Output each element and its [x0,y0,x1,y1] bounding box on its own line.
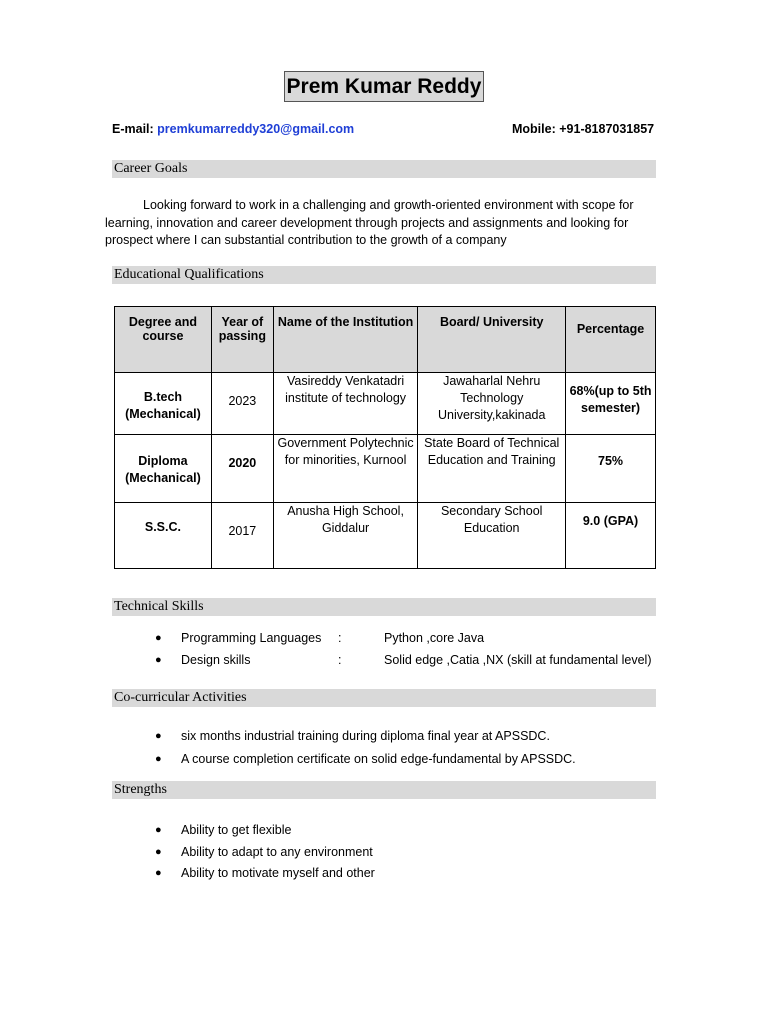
mobile-line [512,122,654,136]
skill-name: Programming Languages [181,631,322,645]
board-cell: Secondary School Education [418,503,566,569]
career-goals-text: Looking forward to work in a challenging and growth-oriented environment with scope for learning, innovation and career development through projects and assignments and looking for prospect where I can substantial contribution to the growth of a company [105,198,634,247]
list-item [155,650,652,672]
bullet-icon: ● [155,653,162,666]
technical-skills-list [155,628,652,671]
percentage-cell: 75% [566,435,656,503]
skill-value: Python ,core Java [384,631,485,645]
strengths-list [155,820,375,885]
education-title: Educational Qualifications [114,267,264,282]
list-item-text: six months industrial training during diploma final year at APSSDC. [181,729,550,743]
institution-cell: Vasireddy Venkatadri institute of technology [273,373,418,435]
list-item [155,863,375,885]
list-item-text: A course completion certificate on solid edge-fundamental by APSSDC. [181,752,576,766]
table-row [115,373,656,435]
bullet-icon: ● [155,753,162,765]
bullet-icon: ● [155,730,162,742]
list-item [155,628,652,650]
board-cell: Jawaharlal Nehru Technology University,kakinada [418,373,566,435]
career-goals-title: Career Goals [114,161,188,176]
skill-value: Solid edge ,Catia ,NX (skill at fundamental level) [384,652,652,667]
education-table [114,306,656,569]
percentage-cell: 9.0 (GPA) [566,503,656,569]
technical-skills-title: Technical Skills [114,599,204,614]
bullet-icon: ● [155,867,162,879]
list-item-text: Ability to get flexible [181,823,292,837]
co-curricular-list [155,725,576,771]
list-item [155,820,375,842]
table-header: Year of passing [211,307,273,373]
institution-cell: Anusha High School, Giddalur [273,503,418,569]
list-item [155,842,375,864]
strengths-bar [112,781,656,799]
table-header: Board/ University [418,307,566,373]
email-link[interactable]: premkumarreddy320@gmail.com [157,122,355,136]
year-cell: 2017 [211,503,273,569]
email-label: E-mail: [112,122,154,136]
table-header-row [115,307,656,373]
table-header: Degree and course [115,307,212,373]
table-row [115,503,656,569]
mobile-label: Mobile: [512,122,556,136]
career-goals-bar [112,160,656,178]
skill-separator: : [338,631,342,645]
email-line [112,122,354,136]
resume-name: Prem Kumar Reddy [284,71,484,102]
list-item [155,725,576,748]
bullet-icon: ● [155,845,162,858]
percentage-cell: 68%(up to 5th semester) [566,373,656,435]
degree-cell: Diploma (Mechanical) [115,435,212,503]
bullet-icon: ● [155,824,162,836]
list-item [155,748,576,771]
year-cell: 2020 [211,435,273,503]
year-cell: 2023 [211,373,273,435]
skill-name: Design skills [181,652,251,667]
strengths-title: Strengths [114,782,167,797]
table-row [115,435,656,503]
board-cell: State Board of Technical Education and Training [418,435,566,503]
degree-cell: S.S.C. [115,503,212,569]
institution-cell: Government Polytechnic for minorities, Kurnool [273,435,418,503]
list-item-text: Ability to adapt to any environment [181,844,373,859]
table-header: Name of the Institution [273,307,418,373]
bullet-icon: ● [155,632,162,644]
skill-separator: : [338,652,342,667]
degree-cell: B.tech (Mechanical) [115,373,212,435]
list-item-text: Ability to motivate myself and other [181,866,375,880]
co-curricular-title: Co-curricular Activities [114,690,247,705]
table-header: Percentage [566,307,656,373]
mobile-value: +91-8187031857 [559,122,655,136]
